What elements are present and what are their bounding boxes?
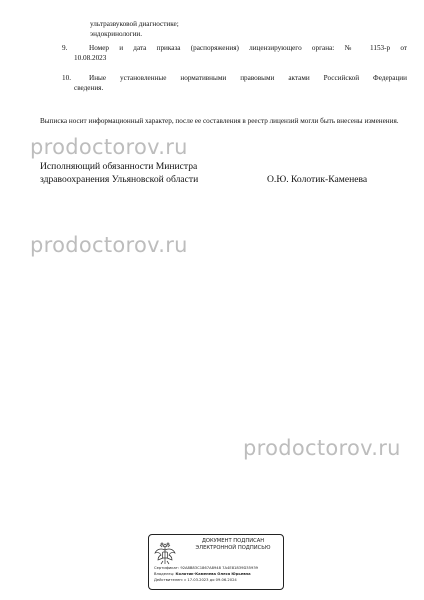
russian-eagle-emblem-icon [154,541,176,565]
signatory-position-line-2: здравоохранения Ульяновской области [40,174,199,185]
list-item-text-first-line: Номер и дата приказа (распоряжения) лицензирующего органа: № 1153-р от [89,44,407,52]
watermark: prodoctorov.ru [30,233,188,257]
stamp-validity [154,578,237,583]
stamp-certificate [154,566,258,571]
list-item-10 [62,74,407,93]
list-continuation-line-2: эндокринологии. [90,30,143,38]
stamp-certificate-label: Сертификат: [154,566,180,570]
stamp-validity-value: с 17.03.2023 до 09.06.2024 [184,578,237,582]
signatory-name: О.Ю. Колотик-Каменева [267,174,368,185]
disclaimer-note: Выписка носит информационный характер, после ее составления в реестр лицензий могли быть внесены изменения. [40,117,399,125]
stamp-title [183,538,283,552]
signatory-position [40,160,198,186]
signatory-position-line-1: Исполняющий обязанности Министра [40,161,198,172]
watermark: prodoctorov.ru [243,436,401,460]
watermark: prodoctorov.ru [30,135,188,159]
list-item-text-first-line: Иные установленные нормативными правовыми актами Российской Федерации [89,74,407,82]
stamp-owner-value: Колотик-Каменева Олеся Юрьевна [175,572,251,576]
stamp-title-line-1: ДОКУМЕНТ ПОДПИСАН [201,538,265,544]
stamp-title-line-2: ЭЛЕКТРОННОЙ ПОДПИСЬЮ [195,545,271,551]
list-item-text-rest: сведения. [74,83,104,92]
stamp-validity-label: Действителен: [154,578,183,582]
list-item-text [74,44,407,63]
stamp-owner [154,572,251,577]
list-continuation-line-1: ультразвуковой диагностике; [90,20,179,28]
stamp-owner-label: Владелец: [154,572,175,576]
list-item-number: 10. [62,74,71,82]
list-item-text-rest: 10.08.2023 [74,53,107,62]
list-item-9 [62,44,407,63]
list-item-number: 9. [62,44,68,52]
list-item-text [74,74,407,93]
stamp-certificate-value: 92A8B83C1867A8948 7A4E81839D35939 [180,566,259,570]
electronic-signature-stamp [148,534,284,590]
